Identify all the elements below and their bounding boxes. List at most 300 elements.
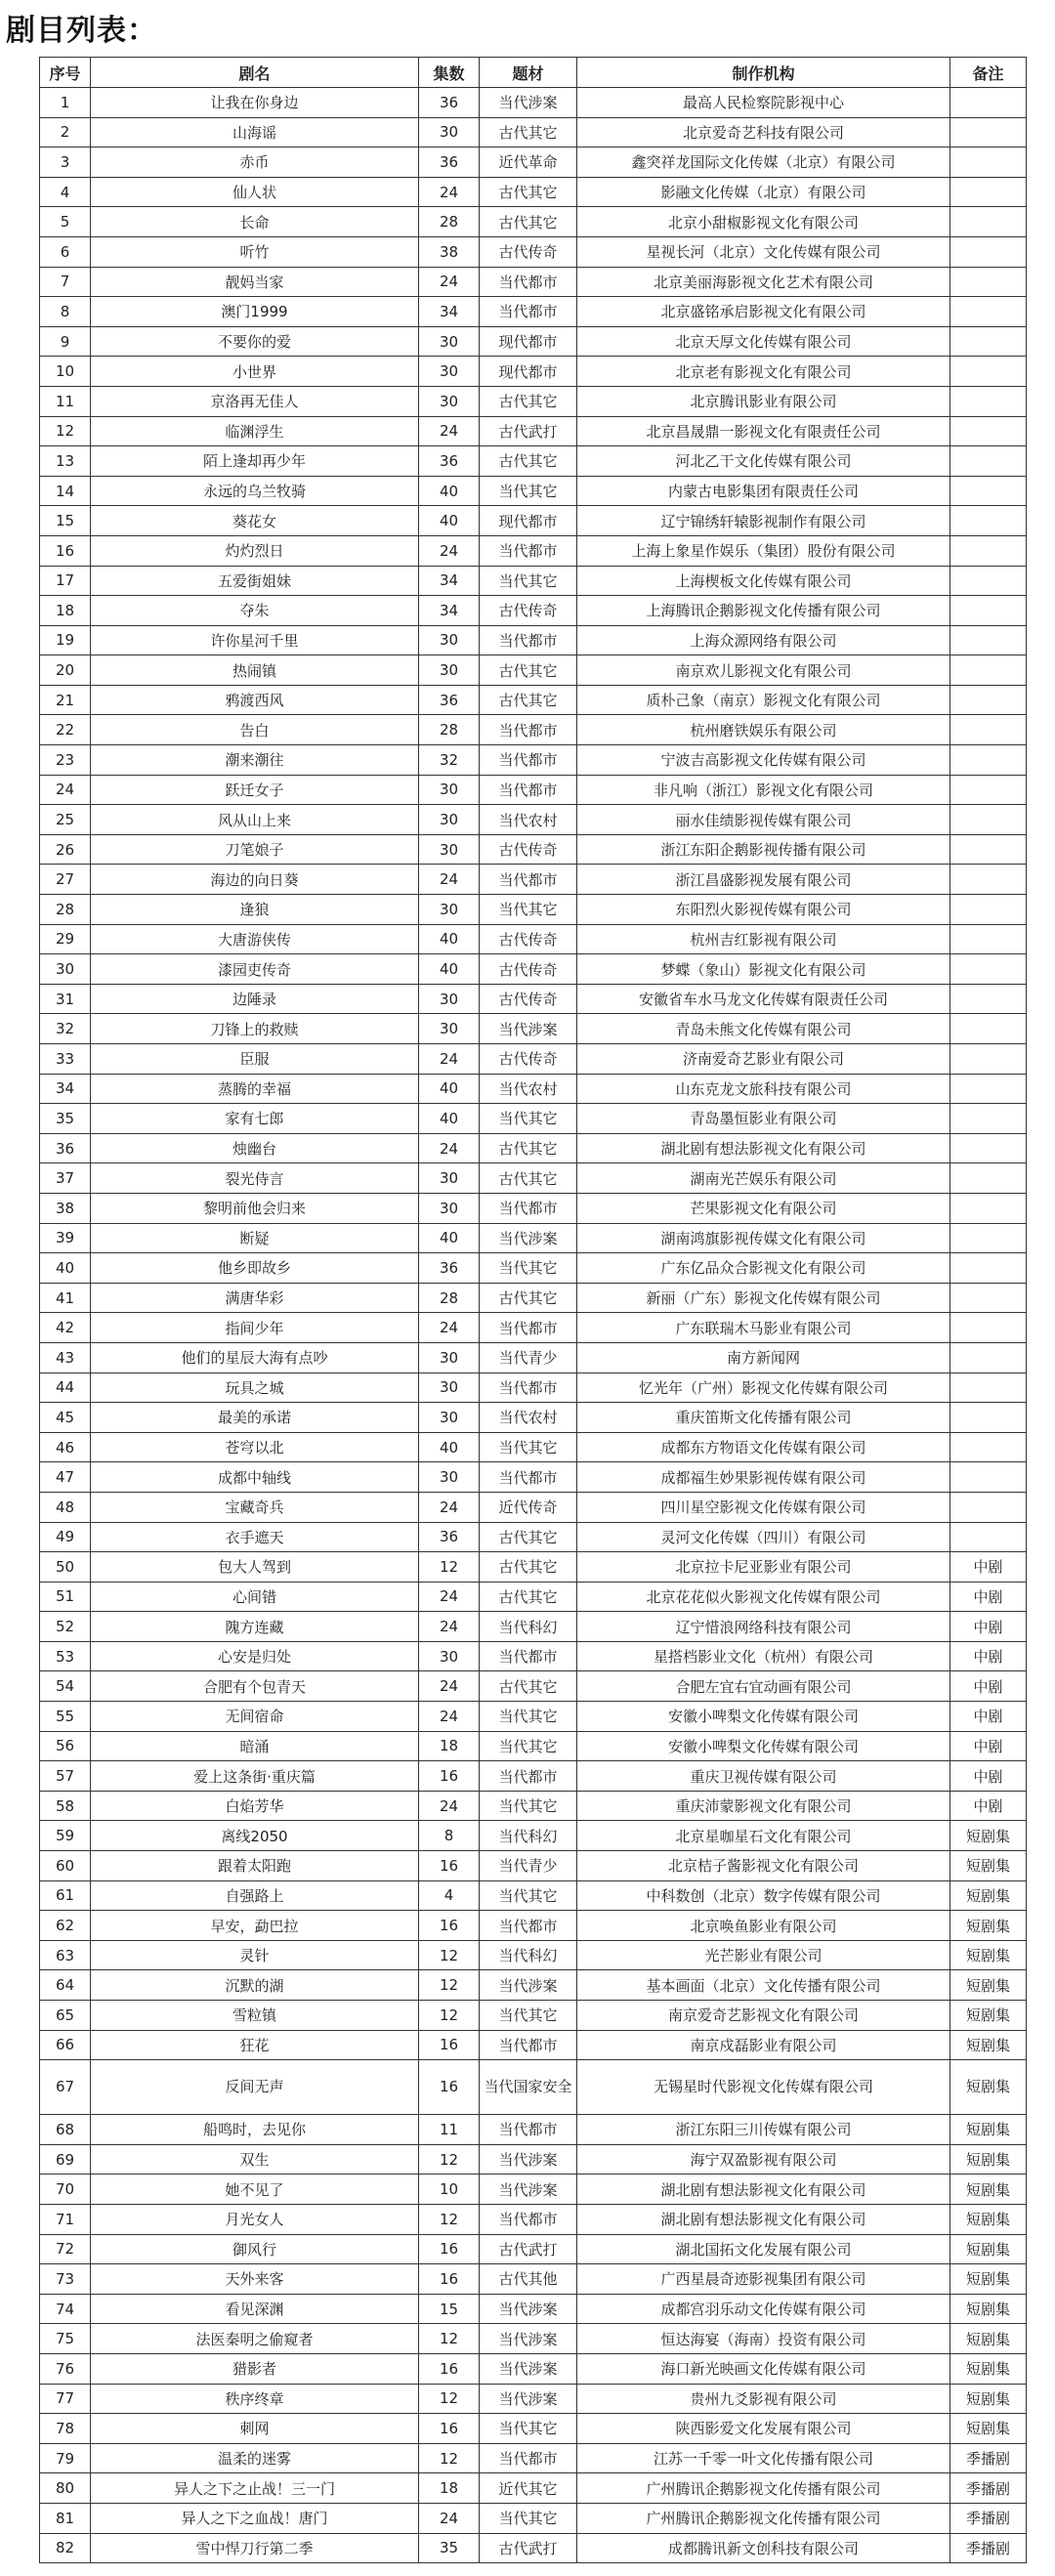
table-row — [40, 2144, 1027, 2175]
cell-remark: 短剧集 — [950, 2001, 1027, 2031]
cell-episodes: 30 — [419, 1193, 480, 1223]
cell-title: 漆园吏传奇 — [91, 954, 419, 985]
cell-title: 灵针 — [91, 1940, 419, 1970]
cell-genre: 当代其它 — [480, 476, 577, 506]
cell-producer: 非凡响（浙江）影视文化有限公司 — [577, 775, 950, 805]
cell-remark — [950, 1372, 1027, 1403]
cell-genre: 当代涉案 — [480, 1970, 577, 2001]
cell-remark: 短剧集 — [950, 1911, 1027, 1941]
cell-episodes: 36 — [419, 148, 480, 178]
cell-episodes: 16 — [419, 1761, 480, 1792]
cell-title: 雪粒镇 — [91, 2001, 419, 2031]
cell-no: 36 — [40, 1133, 91, 1163]
table-row — [40, 1074, 1027, 1104]
cell-no: 14 — [40, 476, 91, 506]
cell-remark — [950, 297, 1027, 327]
cell-episodes: 40 — [419, 1104, 480, 1134]
cell-title: 沉默的湖 — [91, 1970, 419, 2001]
cell-remark — [950, 1283, 1027, 1313]
cell-episodes: 40 — [419, 1074, 480, 1104]
cell-no: 16 — [40, 535, 91, 566]
cell-genre: 当代涉案 — [480, 2144, 577, 2175]
cell-title: 玩具之城 — [91, 1372, 419, 1403]
cell-producer: 贵州九爻影视有限公司 — [577, 2384, 950, 2414]
cell-episodes: 24 — [419, 865, 480, 895]
cell-genre: 当代青少 — [480, 1342, 577, 1372]
cell-no: 9 — [40, 326, 91, 357]
cell-no: 69 — [40, 2144, 91, 2175]
table-row — [40, 267, 1027, 297]
cell-producer: 内蒙古电影集团有限责任公司 — [577, 476, 950, 506]
cell-genre: 古代其它 — [480, 1522, 577, 1552]
table-row — [40, 1940, 1027, 1970]
cell-remark: 中剧 — [950, 1582, 1027, 1612]
cell-remark — [950, 1044, 1027, 1075]
cell-genre: 古代武打 — [480, 416, 577, 446]
table-row — [40, 386, 1027, 416]
cell-genre: 当代国家安全 — [480, 2060, 577, 2115]
cell-genre: 古代其他 — [480, 2264, 577, 2295]
cell-producer: 北京腾讯影业有限公司 — [577, 386, 950, 416]
cell-episodes: 30 — [419, 117, 480, 148]
cell-title: 海边的向日葵 — [91, 865, 419, 895]
cell-genre: 古代传奇 — [480, 834, 577, 865]
table-row — [40, 2294, 1027, 2324]
cell-genre: 当代都市 — [480, 625, 577, 655]
cell-producer: 梦蝶（象山）影视文化有限公司 — [577, 954, 950, 985]
cell-no: 58 — [40, 1791, 91, 1821]
cell-title: 心安是归处 — [91, 1641, 419, 1671]
cell-producer: 辽宁锦绣轩辕影视制作有限公司 — [577, 506, 950, 536]
cell-no: 28 — [40, 895, 91, 925]
cell-episodes: 24 — [419, 1612, 480, 1642]
cell-episodes: 32 — [419, 745, 480, 776]
table-row — [40, 745, 1027, 776]
cell-title: 衣手遮天 — [91, 1522, 419, 1552]
cell-no: 41 — [40, 1283, 91, 1313]
cell-title: 大唐游侠传 — [91, 924, 419, 954]
cell-producer: 海口新光映画文化传媒有限公司 — [577, 2353, 950, 2384]
table-row — [40, 1911, 1027, 1941]
cell-title: 异人之下之止战！三一门 — [91, 2473, 419, 2504]
cell-remark — [950, 88, 1027, 118]
cell-producer: 北京拉卡尼亚影业有限公司 — [577, 1552, 950, 1583]
table-row — [40, 865, 1027, 895]
cell-producer: 重庆沛蒙影视文化有限公司 — [577, 1791, 950, 1821]
cell-no: 10 — [40, 357, 91, 387]
cell-genre: 当代涉案 — [480, 1014, 577, 1044]
cell-no: 42 — [40, 1313, 91, 1343]
cell-producer: 星视长河（北京）文化传媒有限公司 — [577, 236, 950, 267]
cell-episodes: 24 — [419, 1791, 480, 1821]
cell-remark: 短剧集 — [950, 2060, 1027, 2115]
cell-producer: 湖南鸿旗影视传媒文化有限公司 — [577, 1223, 950, 1253]
cell-genre: 当代都市 — [480, 2030, 577, 2060]
cell-remark — [950, 655, 1027, 686]
cell-genre: 当代其它 — [480, 2503, 577, 2533]
cell-remark — [950, 834, 1027, 865]
cell-no: 78 — [40, 2414, 91, 2444]
cell-no: 13 — [40, 446, 91, 477]
cell-producer: 安徽小啤梨文化传媒有限公司 — [577, 1702, 950, 1732]
cell-episodes: 30 — [419, 1163, 480, 1194]
cell-producer: 成都东方物语文化传媒有限公司 — [577, 1432, 950, 1462]
table-row — [40, 1582, 1027, 1612]
table-row — [40, 1492, 1027, 1522]
cell-producer: 广东联瑞木马影业有限公司 — [577, 1313, 950, 1343]
cell-genre: 古代传奇 — [480, 954, 577, 985]
table-row — [40, 236, 1027, 267]
cell-no: 50 — [40, 1552, 91, 1583]
cell-producer: 辽宁惜浪网络科技有限公司 — [577, 1612, 950, 1642]
cell-genre: 近代其它 — [480, 2473, 577, 2504]
cell-remark: 短剧集 — [950, 2324, 1027, 2354]
table-row — [40, 88, 1027, 118]
cell-remark: 短剧集 — [950, 2264, 1027, 2295]
cell-title: 他们的星辰大海有点吵 — [91, 1342, 419, 1372]
cell-remark — [950, 1492, 1027, 1522]
cell-producer: 东阳烈火影视传媒有限公司 — [577, 895, 950, 925]
cell-title: 陌上逢却再少年 — [91, 446, 419, 477]
cell-genre: 当代其它 — [480, 1702, 577, 1732]
cell-title: 双生 — [91, 2144, 419, 2175]
cell-genre: 古代武打 — [480, 2533, 577, 2563]
cell-producer: 浙江昌盛影视发展有限公司 — [577, 865, 950, 895]
cell-title: 听竹 — [91, 236, 419, 267]
cell-title: 秩序终章 — [91, 2384, 419, 2414]
cell-episodes: 34 — [419, 297, 480, 327]
cell-no: 4 — [40, 177, 91, 207]
cell-remark — [950, 865, 1027, 895]
cell-remark — [950, 1313, 1027, 1343]
cell-no: 79 — [40, 2443, 91, 2473]
cell-episodes: 30 — [419, 984, 480, 1014]
cell-episodes: 40 — [419, 1223, 480, 1253]
cell-no: 49 — [40, 1522, 91, 1552]
table-row — [40, 2030, 1027, 2060]
cell-no: 30 — [40, 954, 91, 985]
cell-producer: 南京爱奇艺影视文化有限公司 — [577, 2001, 950, 2031]
cell-title: 跟着太阳跑 — [91, 1851, 419, 1881]
cell-remark: 短剧集 — [950, 2234, 1027, 2264]
cell-remark: 中剧 — [950, 1612, 1027, 1642]
cell-no: 64 — [40, 1970, 91, 2001]
cell-no: 68 — [40, 2115, 91, 2145]
cell-episodes: 40 — [419, 1432, 480, 1462]
cell-genre: 当代都市 — [480, 1462, 577, 1493]
cell-episodes: 24 — [419, 1492, 480, 1522]
cell-producer: 宁波吉高影视文化传媒有限公司 — [577, 745, 950, 776]
cell-title: 潮来潮往 — [91, 745, 419, 776]
table-row — [40, 177, 1027, 207]
cell-producer: 陕西影爱文化发展有限公司 — [577, 2414, 950, 2444]
table-row — [40, 1014, 1027, 1044]
cell-episodes: 12 — [419, 1552, 480, 1583]
cell-producer: 北京昌晟鼎一影视文化有限责任公司 — [577, 416, 950, 446]
cell-remark — [950, 446, 1027, 477]
cell-genre: 当代其它 — [480, 2414, 577, 2444]
cell-genre: 当代涉案 — [480, 2353, 577, 2384]
cell-remark: 短剧集 — [950, 2384, 1027, 2414]
cell-episodes: 34 — [419, 566, 480, 596]
cell-no: 80 — [40, 2473, 91, 2504]
cell-genre: 现代都市 — [480, 326, 577, 357]
cell-genre: 古代其它 — [480, 685, 577, 715]
table-row — [40, 1044, 1027, 1075]
cell-genre: 当代其它 — [480, 1880, 577, 1911]
cell-genre: 当代其它 — [480, 1791, 577, 1821]
cell-episodes: 12 — [419, 1940, 480, 1970]
cell-episodes: 16 — [419, 2060, 480, 2115]
cell-title: 跃迁女子 — [91, 775, 419, 805]
cell-title: 早安，勐巴拉 — [91, 1911, 419, 1941]
table-row — [40, 954, 1027, 985]
cell-producer: 中科数创（北京）数字传媒有限公司 — [577, 1880, 950, 1911]
cell-title: 家有七郎 — [91, 1104, 419, 1134]
table-row — [40, 924, 1027, 954]
cell-genre: 当代科幻 — [480, 1940, 577, 1970]
cell-no: 54 — [40, 1671, 91, 1702]
cell-title: 最美的承诺 — [91, 1403, 419, 1433]
cell-remark — [950, 386, 1027, 416]
cell-episodes: 16 — [419, 2030, 480, 2060]
cell-episodes: 18 — [419, 2473, 480, 2504]
cell-producer: 南京戍磊影业有限公司 — [577, 2030, 950, 2060]
table-row — [40, 2264, 1027, 2295]
cell-no: 82 — [40, 2533, 91, 2563]
cell-remark — [950, 1253, 1027, 1284]
cell-no: 11 — [40, 386, 91, 416]
cell-title: 永远的乌兰牧骑 — [91, 476, 419, 506]
cell-remark — [950, 566, 1027, 596]
cell-title: 葵花女 — [91, 506, 419, 536]
cell-remark: 短剧集 — [950, 1821, 1027, 1851]
cell-genre: 当代都市 — [480, 1761, 577, 1792]
cell-producer: 成都腾讯新文创科技有限公司 — [577, 2533, 950, 2563]
cell-title: 隗方连藏 — [91, 1612, 419, 1642]
cell-no: 46 — [40, 1432, 91, 1462]
cell-episodes: 24 — [419, 2503, 480, 2533]
cell-remark — [950, 267, 1027, 297]
cell-remark — [950, 1104, 1027, 1134]
cell-remark — [950, 984, 1027, 1014]
cell-episodes: 12 — [419, 2324, 480, 2354]
cell-genre: 古代其它 — [480, 1283, 577, 1313]
cell-no: 12 — [40, 416, 91, 446]
page-title: 剧目列表： — [6, 14, 157, 48]
cell-title: 临渊浮生 — [91, 416, 419, 446]
cell-remark: 中剧 — [950, 1702, 1027, 1732]
cell-episodes: 30 — [419, 834, 480, 865]
table-row — [40, 416, 1027, 446]
cell-title: 白焰芳华 — [91, 1791, 419, 1821]
cell-genre: 当代都市 — [480, 535, 577, 566]
cell-remark: 中剧 — [950, 1791, 1027, 1821]
cell-title: 法医秦明之偷窥者 — [91, 2324, 419, 2354]
cell-no: 55 — [40, 1702, 91, 1732]
cell-genre: 当代农村 — [480, 1074, 577, 1104]
cell-genre: 当代都市 — [480, 1313, 577, 1343]
cell-title: 她不见了 — [91, 2175, 419, 2205]
cell-no: 73 — [40, 2264, 91, 2295]
cell-remark: 季播剧 — [950, 2473, 1027, 2504]
cell-title: 黎明前他会归来 — [91, 1193, 419, 1223]
cell-producer: 湖北剧有想法影视文化有限公司 — [577, 2175, 950, 2205]
cell-producer: 浙江东阳企鹅影视传播有限公司 — [577, 834, 950, 865]
cell-no: 61 — [40, 1880, 91, 1911]
cell-episodes: 34 — [419, 596, 480, 626]
table-row — [40, 685, 1027, 715]
cell-remark — [950, 148, 1027, 178]
cell-episodes: 36 — [419, 1253, 480, 1284]
cell-episodes: 36 — [419, 88, 480, 118]
cell-episodes: 30 — [419, 1372, 480, 1403]
cell-no: 39 — [40, 1223, 91, 1253]
cell-no: 3 — [40, 148, 91, 178]
cell-producer: 北京花花似火影视文化传媒有限公司 — [577, 1582, 950, 1612]
cell-episodes: 30 — [419, 1462, 480, 1493]
drama-table — [39, 57, 1027, 2563]
cell-producer: 重庆笛斯文化传播有限公司 — [577, 1403, 950, 1433]
cell-remark — [950, 924, 1027, 954]
table-row — [40, 2001, 1027, 2031]
table-row — [40, 207, 1027, 237]
cell-title: 京洛再无佳人 — [91, 386, 419, 416]
cell-producer: 湖北剧有想法影视文化有限公司 — [577, 2204, 950, 2234]
table-row — [40, 2443, 1027, 2473]
cell-episodes: 30 — [419, 1342, 480, 1372]
cell-remark — [950, 1522, 1027, 1552]
cell-remark — [950, 535, 1027, 566]
table-row — [40, 1641, 1027, 1671]
cell-episodes: 30 — [419, 1641, 480, 1671]
cell-producer: 南京欢儿影视文化有限公司 — [577, 655, 950, 686]
cell-remark — [950, 596, 1027, 626]
cell-title: 他乡即故乡 — [91, 1253, 419, 1284]
cell-genre: 古代其它 — [480, 1133, 577, 1163]
table-row — [40, 895, 1027, 925]
cell-producer: 重庆卫视传媒有限公司 — [577, 1761, 950, 1792]
table-row — [40, 1761, 1027, 1792]
cell-remark: 中剧 — [950, 1761, 1027, 1792]
cell-no: 66 — [40, 2030, 91, 2060]
cell-genre: 古代其它 — [480, 177, 577, 207]
cell-remark — [950, 506, 1027, 536]
cell-producer: 北京小甜椒影视文化有限公司 — [577, 207, 950, 237]
cell-producer: 质朴己象（南京）影视文化有限公司 — [577, 685, 950, 715]
cell-episodes: 16 — [419, 2353, 480, 2384]
cell-producer: 安徽省车水马龙文化传媒有限责任公司 — [577, 984, 950, 1014]
cell-producer: 灵河文化传媒（四川）有限公司 — [577, 1522, 950, 1552]
cell-producer: 上海楔板文化传媒有限公司 — [577, 566, 950, 596]
header-no: 序号 — [40, 58, 91, 88]
cell-title: 暗涌 — [91, 1731, 419, 1761]
cell-episodes: 30 — [419, 386, 480, 416]
cell-no: 53 — [40, 1641, 91, 1671]
cell-producer: 广州腾讯企鹅影视文化传播有限公司 — [577, 2473, 950, 2504]
cell-producer: 丽水佳绩影视传媒有限公司 — [577, 805, 950, 835]
cell-title: 雪中悍刀行第二季 — [91, 2533, 419, 2563]
cell-no: 25 — [40, 805, 91, 835]
cell-no: 2 — [40, 117, 91, 148]
table-row — [40, 1403, 1027, 1433]
cell-no: 15 — [40, 506, 91, 536]
table-row — [40, 357, 1027, 387]
table-row — [40, 655, 1027, 686]
cell-remark: 短剧集 — [950, 1940, 1027, 1970]
cell-episodes: 38 — [419, 236, 480, 267]
cell-title: 风从山上来 — [91, 805, 419, 835]
cell-episodes: 18 — [419, 1731, 480, 1761]
cell-remark: 中剧 — [950, 1731, 1027, 1761]
cell-genre: 古代传奇 — [480, 1044, 577, 1075]
cell-producer: 湖南光芒娱乐有限公司 — [577, 1163, 950, 1194]
cell-remark — [950, 745, 1027, 776]
table-row — [40, 1671, 1027, 1702]
cell-remark — [950, 805, 1027, 835]
cell-remark: 短剧集 — [950, 1970, 1027, 2001]
cell-remark — [950, 326, 1027, 357]
cell-title: 山海谣 — [91, 117, 419, 148]
cell-genre: 当代其它 — [480, 1731, 577, 1761]
cell-no: 76 — [40, 2353, 91, 2384]
table-row — [40, 2384, 1027, 2414]
cell-genre: 现代都市 — [480, 506, 577, 536]
cell-genre: 当代涉案 — [480, 2324, 577, 2354]
cell-genre: 当代涉案 — [480, 2384, 577, 2414]
cell-title: 自强路上 — [91, 1880, 419, 1911]
cell-producer: 成都福生妙果影视传媒有限公司 — [577, 1462, 950, 1493]
cell-title: 看见深渊 — [91, 2294, 419, 2324]
table-row — [40, 117, 1027, 148]
table-row — [40, 2353, 1027, 2384]
cell-remark: 短剧集 — [950, 2414, 1027, 2444]
cell-producer: 江苏一千零一叶文化传播有限公司 — [577, 2443, 950, 2473]
cell-episodes: 30 — [419, 655, 480, 686]
header-remark: 备注 — [950, 58, 1027, 88]
cell-episodes: 36 — [419, 1522, 480, 1552]
cell-no: 32 — [40, 1014, 91, 1044]
table-row — [40, 1552, 1027, 1583]
cell-genre: 当代其它 — [480, 1104, 577, 1134]
cell-no: 72 — [40, 2234, 91, 2264]
cell-remark — [950, 236, 1027, 267]
cell-episodes: 12 — [419, 1970, 480, 2001]
cell-episodes: 40 — [419, 506, 480, 536]
cell-episodes: 12 — [419, 2144, 480, 2175]
cell-producer: 星搭档影业文化（杭州）有限公司 — [577, 1641, 950, 1671]
cell-remark: 短剧集 — [950, 2175, 1027, 2205]
cell-episodes: 30 — [419, 326, 480, 357]
cell-title: 满唐华彩 — [91, 1283, 419, 1313]
cell-genre: 古代其它 — [480, 1582, 577, 1612]
cell-no: 74 — [40, 2294, 91, 2324]
cell-no: 31 — [40, 984, 91, 1014]
table-row — [40, 1702, 1027, 1732]
cell-producer: 杭州吉红影视有限公司 — [577, 924, 950, 954]
cell-producer: 济南爱奇艺影业有限公司 — [577, 1044, 950, 1075]
cell-episodes: 24 — [419, 267, 480, 297]
cell-remark — [950, 625, 1027, 655]
cell-title: 刀笔娘子 — [91, 834, 419, 865]
table-row — [40, 1163, 1027, 1194]
cell-producer: 北京天厚文化传媒有限公司 — [577, 326, 950, 357]
cell-title: 裂光侍言 — [91, 1163, 419, 1194]
cell-title: 边陲录 — [91, 984, 419, 1014]
cell-genre: 当代科幻 — [480, 1821, 577, 1851]
table-row — [40, 1432, 1027, 1462]
cell-title: 宝藏奇兵 — [91, 1492, 419, 1522]
